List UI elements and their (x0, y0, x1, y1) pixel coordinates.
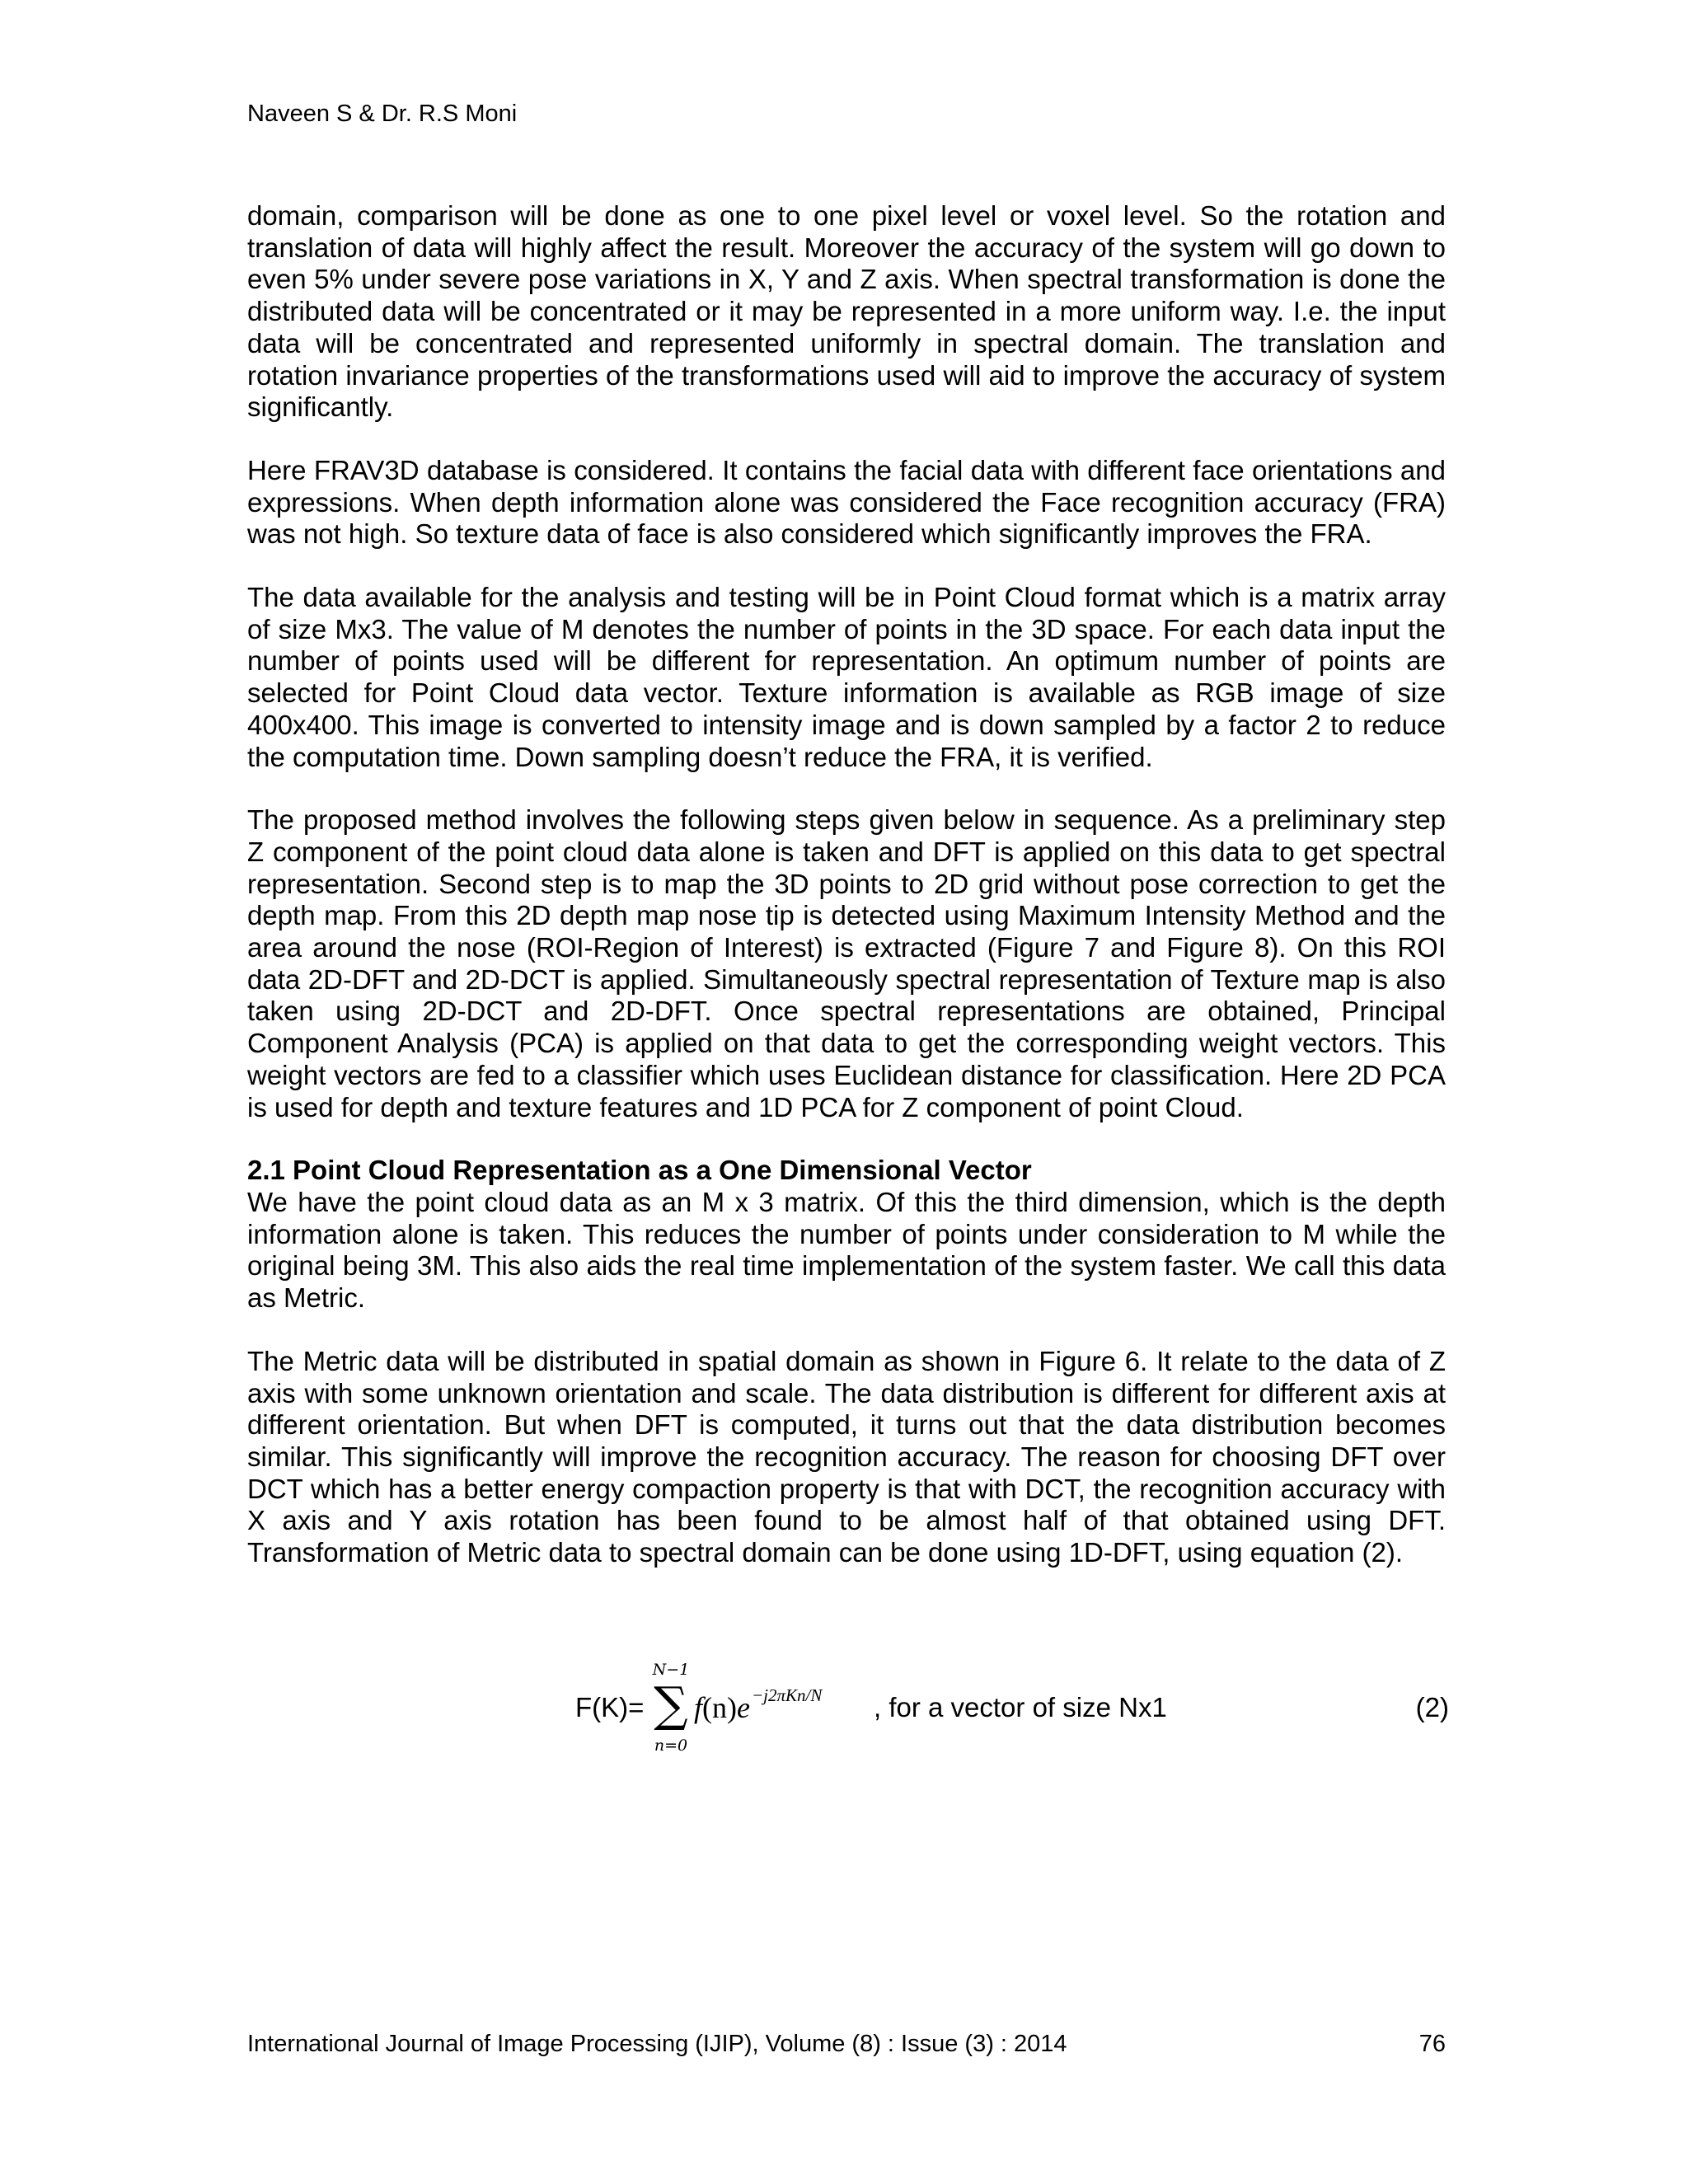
paragraph: The proposed method involves the following steps given below in sequence. As a preliminary step Z component of the point cloud data alone is taken and DFT is applied on this data to get spectral representation. Second step is to map the 3D points to 2D grid without pose correction to get the depth map. From this 2D depth map nose tip is detected using Maximum Intensity Method and the area around the nose (ROI-Region of Interest) is extracted (Figure 7 and Figure 8). On this ROI data 2D-DFT and 2D-DCT is applied. Simultaneously spectral representation of Texture map is also taken using 2D-DCT and 2D-DFT. Once spectral representations are obtained, Principal Component Analysis (PCA) is applied on that data to get the corresponding weight vectors. This weight vectors are fed to a classifier which uses Euclidean distance for classification. Here 2D PCA is used for depth and texture features and 1D PCA for Z component of point Cloud. (247, 804, 1446, 1122)
summation (651, 1661, 691, 1758)
equation-lhs: F(K)= (575, 1692, 645, 1722)
summation-upper-limit: N−1 (652, 1661, 690, 1679)
footer-journal: International Journal of Image Processing (IJIP), Volume (8) : Issue (3) : 2014 (247, 2031, 1067, 2057)
section-heading: 2.1 Point Cloud Representation as a One Dimensional Vector (247, 1155, 1032, 1186)
equation-exponent: −j2πKn/N (751, 1685, 823, 1705)
paragraph: domain, comparison will be done as one to one pixel level or voxel level. So the rotation and translation of data will highly affect the result. Moreover the accuracy of the system will go down to even 5% under severe pose variations in X, Y and Z axis. When spectral transformation is done the distributed data will be concentrated or it may be represented in a more uniform way. I.e. the input data will be concentrated and represented uniformly in spectral domain. The translation and rotation invariance properties of the transformations used will aid to improve the accuracy of system significantly. (247, 200, 1446, 423)
body-text (247, 200, 1446, 1569)
paragraph: The Metric data will be distributed in spatial domain as shown in Figure 6. It relate to the data of Z axis with some unknown orientation and scale. The data distribution is different for different axis at different orientation. But when DFT is computed, it turns out that the data distribution becomes similar. This significantly will improve the recognition accuracy. The reason for choosing DFT over DCT which has a better energy compaction property is that with DCT, the recognition accuracy with X axis and Y axis rotation has been found to be almost half of that obtained using DFT. Transformation of Metric data to spectral domain can be done using 1D-DFT, using equation (2). (247, 1345, 1446, 1568)
equation-base: e (737, 1691, 750, 1724)
summation-lower-limit: n=0 (654, 1736, 688, 1755)
equation-description: , for a vector of size Nx1 (874, 1692, 1167, 1722)
paragraph: We have the point cloud data as an M x 3 matrix. Of this the third dimension, which is the depth information alone is taken. This reduces the number of points under consideration to M while the original being 3M. This also aids the real time implementation of the system faster. We call this data as Metric. (247, 1186, 1446, 1314)
equation-2 (575, 1661, 1449, 1760)
paragraph: Here FRAV3D database is considered. It contains the facial data with different face orientations and expressions. When depth information alone was considered the Face recognition accuracy (FRA) was not high. So texture data of face is also considered which significantly improves the FRA. (247, 454, 1446, 550)
running-head-authors: Naveen S & Dr. R.S Moni (247, 101, 518, 127)
page-number: 76 (1418, 2031, 1446, 2057)
paragraph: The data available for the analysis and testing will be in Point Cloud format which is a matrix array of size Mx3. The value of M denotes the number of points in the 3D space. For each data input the number of points used will be different for representation. An optimum number of points are selected for Point Cloud data vector. Texture information is available as RGB image of size 400x400. This image is converted to intensity image and is down sampled by a factor 2 to reduce the computation time. Down sampling doesn’t reduce the FRA, it is verified. (247, 582, 1446, 772)
equation-argument: (n) (702, 1691, 737, 1724)
equation-term (694, 1685, 823, 1729)
equation-number: (2) (1415, 1692, 1449, 1722)
equation-function: f (694, 1691, 703, 1724)
summation-symbol: ∑ (654, 1676, 688, 1732)
